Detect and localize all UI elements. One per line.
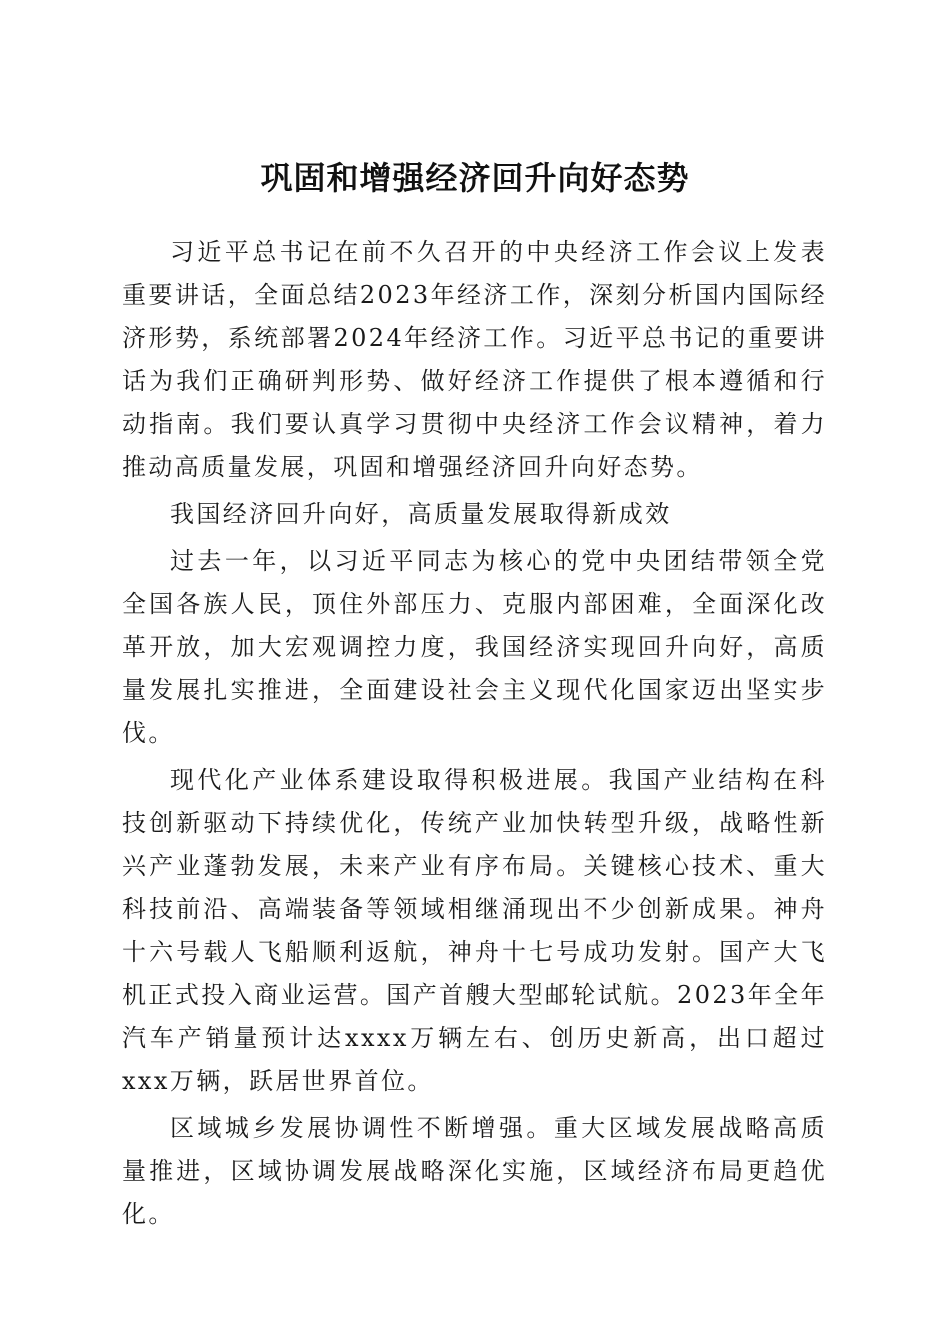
document-title: 巩固和增强经济回升向好态势 [260, 159, 690, 198]
section-heading: 我国经济回升向好，高质量发展取得新成效 [170, 500, 672, 528]
paragraph-industry: 现代化产业体系建设取得积极进展。我国产业结构在科技创新驱动下持续优化，传统产业加快转型升级，战略性新兴产业蓬勃发展，未来产业有序布局。关键核心技术、重大科技前沿、高端装备等领域相继涌现出不少创新成果。神舟十六号载人飞船顺利返航，神舟十七号成功发射。国产大飞机正式投入商业运营。国产首艘大型邮轮试航。2023年全年汽车产销量预计达xxxx万辆左右、创历史新高，出口超过xxx万辆，跃居世界首位。 [122, 766, 827, 1095]
paragraph-past-year: 过去一年，以习近平同志为核心的党中央团结带领全党全国各族人民，顶住外部压力、克服内部困难，全面深化改革开放，加大宏观调控力度，我国经济实现回升向好，高质量发展扎实推进，全面建设社会主义现代化国家迈出坚实步伐。 [122, 547, 827, 747]
document-body [122, 231, 827, 1240]
paragraph-regional: 区域城乡发展协调性不断增强。重大区域发展战略高质量推进，区域协调发展战略深化实施，区域经济布局更趋优化。 [122, 1114, 827, 1228]
paragraph-intro: 习近平总书记在前不久召开的中央经济工作会议上发表重要讲话，全面总结2023年经济工作，深刻分析国内国际经济形势，系统部署2024年经济工作。习近平总书记的重要讲话为我们正确研判形势、做好经济工作提供了根本遵循和行动指南。我们要认真学习贯彻中央经济工作会议精神，着力推动高质量发展，巩固和增强经济回升向好态势。 [122, 238, 827, 481]
